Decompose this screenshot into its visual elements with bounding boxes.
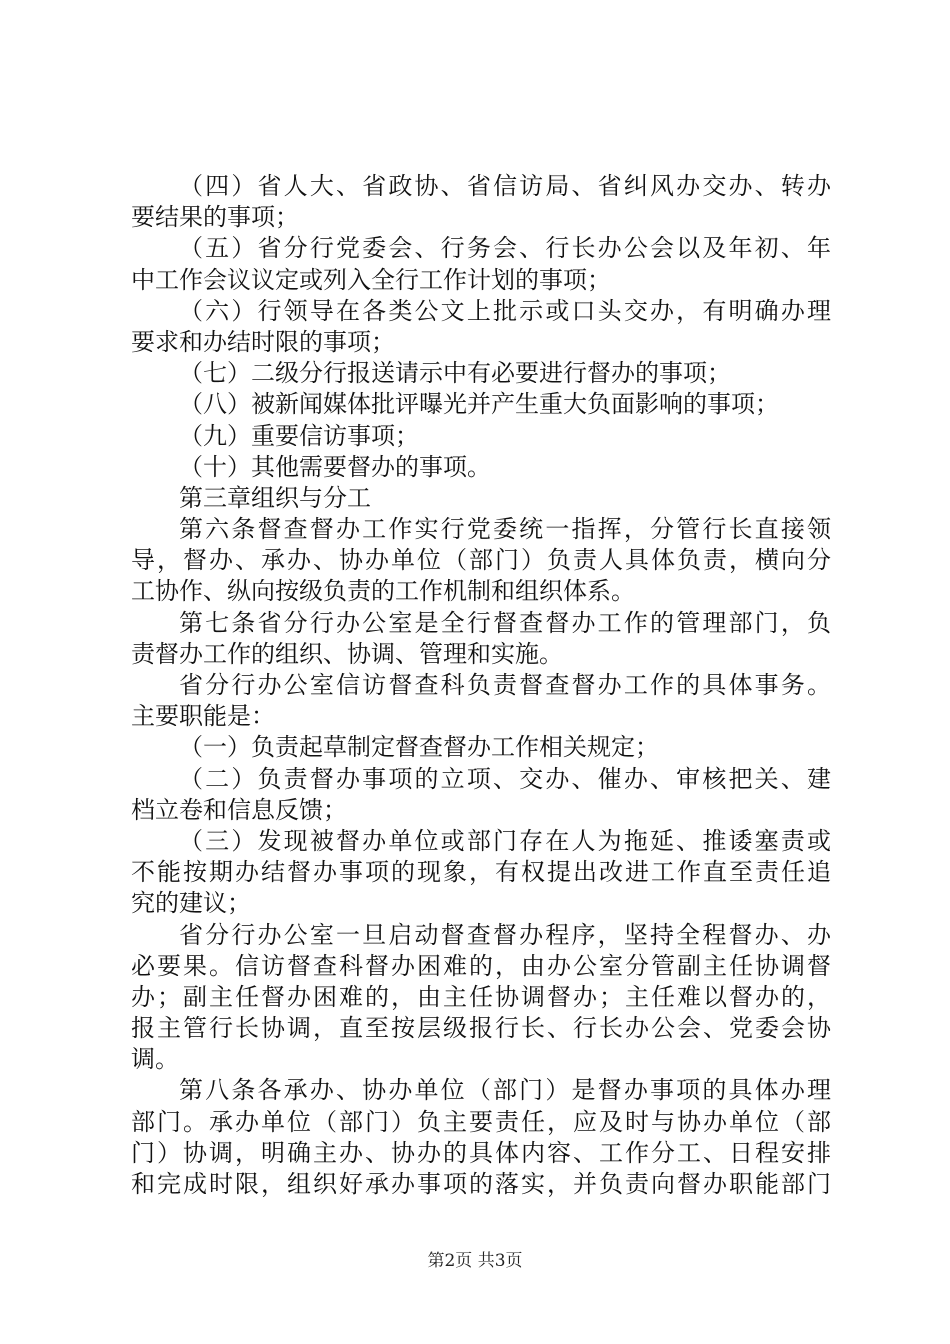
text-line: 工协作、纵向按级负责的工作机制和组织体系。 [131, 577, 635, 606]
text-line: 报主管行长协调，直至按层级报行长、行长办公会、党委会协 [131, 1014, 831, 1043]
text-line: （七）二级分行报送请示中有必要进行督办的事项； [179, 359, 731, 388]
document-body [131, 171, 831, 1200]
text-line: 第八条各承办、协办单位（部门）是督办事项的具体办理 [179, 1076, 831, 1105]
text-line: （八）被新闻媒体批评曝光并产生重大负面影响的事项； [179, 390, 779, 419]
text-line: （五）省分行党委会、行务会、行长办公会以及年初、年 [179, 234, 831, 263]
text-line: 办；副主任督办困难的，由主任协调督办；主任难以督办的， [131, 982, 831, 1011]
text-line: 导，督办、承办、协办单位（部门）负责人具体负责，横向分 [131, 546, 831, 575]
text-line: （四）省人大、省政协、省信访局、省纠风办交办、转办 [179, 172, 831, 200]
text-line: 不能按期办结督办事项的现象，有权提出改进工作直至责任追 [131, 858, 831, 887]
text-line: 部门。承办单位（部门）负主要责任，应及时与协办单位（部 [131, 1107, 831, 1136]
text-line: 第七条省分行办公室是全行督查督办工作的管理部门，负 [179, 608, 831, 637]
text-line: 必要果。信访督查科督办困难的，由办公室分管副主任协调督 [131, 951, 831, 980]
text-line: （十）其他需要督办的事项。 [179, 452, 491, 481]
text-line: 门）协调，明确主办、协办的具体内容、工作分工、日程安排 [131, 1138, 831, 1167]
text-line: （一）负责起草制定督查督办工作相关规定； [179, 733, 659, 762]
page-number-footer: 第2页 共3页 [427, 1251, 523, 1271]
text-line: 第六条督查督办工作实行党委统一指挥，分管行长直接领 [179, 515, 831, 544]
text-line: 主要职能是： [131, 702, 275, 731]
text-line: （二）负责督办事项的立项、交办、催办、审核把关、建 [179, 764, 831, 793]
text-line: 省分行办公室信访督查科负责督查督办工作的具体事务。 [179, 671, 831, 699]
text-line: 省分行办公室一旦启动督查督办程序，坚持全程督办、办 [179, 920, 831, 949]
text-line: 究的建议； [131, 889, 251, 918]
text-line: 责督办工作的组织、协调、管理和实施。 [131, 639, 563, 668]
text-line: 和完成时限，组织好承办事项的落实，并负责向督办职能部门 [131, 1170, 831, 1198]
text-line: 要求和办结时限的事项； [131, 327, 395, 356]
text-line: 要结果的事项； [131, 203, 299, 232]
chapter-heading: 第三章组织与分工 [179, 483, 371, 512]
text-line: （九）重要信访事项； [179, 421, 419, 450]
text-line: （三）发现被督办单位或部门存在人为拖延、推诿塞责或 [179, 826, 831, 855]
text-line: 档立卷和信息反馈； [131, 795, 347, 824]
text-line: （六）行领导在各类公文上批示或口头交办，有明确办理 [179, 296, 831, 325]
text-line: 中工作会议议定或列入全行工作计划的事项； [131, 265, 611, 294]
text-line: 调。 [131, 1045, 179, 1074]
